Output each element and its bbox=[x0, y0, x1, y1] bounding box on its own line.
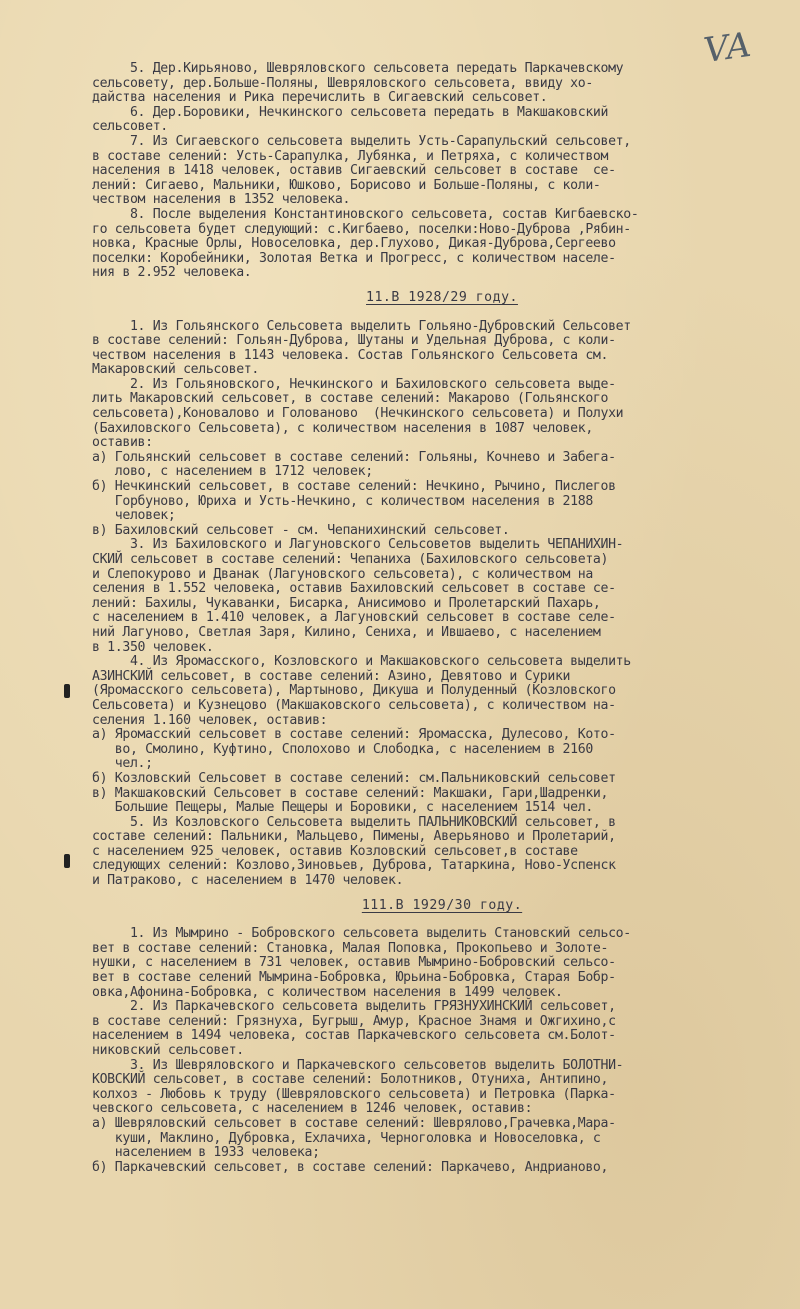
text-line: нушки, с населением в 731 человек, оставив Мымрино-Бобровский сельсо- bbox=[92, 955, 616, 971]
text-line: составе селений: Пальники, Мальцево, Пимены, Аверьяново и Пролетарий, bbox=[92, 829, 616, 845]
text-line: селения 1.160 человек, оставив: bbox=[92, 712, 328, 728]
text-line: ния в 2.952 человека. bbox=[92, 265, 252, 281]
text-line: оставив: bbox=[92, 435, 153, 451]
text-line: 5. Дер.Кирьяново, Шевряловского сельсовета передать Паркачевскому bbox=[92, 61, 624, 76]
paragraph-block-1 bbox=[92, 62, 792, 281]
text-line: (Яромасского сельсовета), Мартыново, Дикуша и Полуденный (Козловского bbox=[92, 683, 616, 699]
text-line: лений: Сигаево, Мальники, Юшково, Борисово и Больше-Поляны, с коли- bbox=[92, 177, 601, 193]
text-line: овка,Афонина-Бобровка, с количеством населения в 1499 человек. bbox=[92, 984, 563, 1000]
text-line: а) Гольянский сельсовет в составе селений: Гольяны, Кочнево и Забега- bbox=[92, 449, 616, 465]
text-line: населения в 1418 человек, оставив Сигаевский сельсовет в составе се- bbox=[92, 163, 616, 179]
text-line: чел.; bbox=[92, 756, 153, 772]
section-heading-1928-29: 11.В 1928/29 году. bbox=[366, 289, 518, 305]
text-line: 7. Из Сигаевского сельсовета выделить Усть-Сарапульский сельсовет, bbox=[92, 133, 631, 149]
text-line: вет в составе селений: Становка, Малая Поповка, Прокопьево и Золоте- bbox=[92, 940, 609, 956]
text-line: СКИЙ сельсовет в составе селений: Чепаниха (Бахиловского сельсовета) bbox=[92, 552, 609, 567]
text-line: 2. Из Гольяновского, Нечкинского и Бахиловского сельсовета выде- bbox=[92, 376, 616, 392]
text-line: в) Бахиловский сельсовет - см. Чепанихинский сельсовет. bbox=[92, 522, 510, 538]
text-line: дайства населения и Рика перечислить в Сигаевский сельсовет. bbox=[92, 90, 548, 106]
text-line: в) Макшаковский Сельсовет в составе селений: Макшаки, Гари,Шадренки, bbox=[92, 785, 609, 801]
text-line: чеством населения в 1143 человека. Состав Гольянского Сельсовета см. bbox=[92, 347, 609, 363]
text-line: го сельсовета будет следующий: с.Кигбаево, поселки:Ново-Дуброва ,Рябин- bbox=[92, 221, 631, 237]
text-line: с населением в 1.410 человек, а Лагуновский сельсовет в составе селе- bbox=[92, 610, 616, 626]
text-line: в 1.350 человек. bbox=[92, 639, 214, 655]
paragraph-block-2 bbox=[92, 320, 792, 889]
paragraph-block-3 bbox=[92, 927, 792, 1175]
text-line: 3. Из Бахиловского и Лагуновского Сельсоветов выделить ЧЕПАНИХИН- bbox=[92, 537, 624, 553]
text-line: в составе селений: Гольян-Дуброва, Шутаны и Удельная Дуброва, с коли- bbox=[92, 333, 616, 349]
punch-hole-mark bbox=[64, 684, 70, 698]
text-line: сельсовету, дер.Больше-Поляны, Шевряловского сельсовета, ввиду хо- bbox=[92, 75, 593, 91]
text-line: 8. После выделения Константиновского сельсовета, состав Кигбаевско- bbox=[92, 206, 639, 222]
text-line: лово, с населением в 1712 человек; bbox=[92, 464, 373, 480]
text-line: 2. Из Паркачевского сельсовета выделить ГРЯЗНУХИНСКИЙ сельсовет, bbox=[92, 999, 616, 1015]
text-line: во, Смолино, Куфтино, Сполохово и Слободка, с населением в 2160 bbox=[92, 741, 593, 757]
text-line: в составе селений: Усть-Сарапулка, Лубянка, и Петряха, с количеством bbox=[92, 148, 609, 164]
text-line: в составе селений: Грязнуха, Бугрыш, Амур, Красное Знамя и Ожгихино,с bbox=[92, 1013, 616, 1029]
text-line: новка, Красные Орлы, Новоселовка, дер.Глухово, Дикая-Дуброва,Сергеево bbox=[92, 236, 616, 252]
text-line: сельсовета),Коновалово и Голованово (Нечкинского сельсовета) и Полухи bbox=[92, 406, 624, 422]
text-line: и Патраково, с населением в 1470 человек. bbox=[92, 873, 404, 889]
text-line: 3. Из Шевряловского и Паркачевского сельсоветов выделить БОЛОТНИ- bbox=[92, 1057, 624, 1073]
text-line: никовский сельсовет. bbox=[92, 1043, 244, 1058]
text-line: сельсовет. bbox=[92, 119, 168, 135]
text-line: а) Яромасский сельсовет в составе селений: Яромасска, Дулесово, Кото- bbox=[92, 727, 616, 743]
text-line: б) Паркачевский сельсовет, в составе селений: Паркачево, Андрианово, bbox=[92, 1159, 609, 1175]
text-line: Сельсовета) и Кузнецово (Макшаковского сельсовета), с количеством на- bbox=[92, 697, 616, 713]
text-line: ний Лагуново, Светлая Заря, Килино, Сениха, и Ившаево, с населением bbox=[92, 624, 601, 640]
text-line: чеством населения в 1352 человека. bbox=[92, 192, 351, 208]
text-line: 5. Из Козловского Сельсовета выделить ПАЛЬНИКОВСКИЙ сельсовет, в bbox=[92, 814, 616, 830]
text-line: Большие Пещеры, Малые Пещеры и Боровики, с населением 1514 чел. bbox=[92, 800, 593, 816]
text-line: чевского сельсовета, с населением в 1246 человек, оставив: bbox=[92, 1101, 533, 1117]
text-line: куши, Маклино, Дубровка, Ехлачиха, Черноголовка и Новоселовка, с bbox=[92, 1130, 601, 1146]
text-line: Макаровский сельсовет. bbox=[92, 362, 259, 378]
text-line: 6. Дер.Боровики, Нечкинского сельсовета передать в Макшаковский bbox=[92, 104, 609, 120]
text-line: населением в 1494 человека, состав Паркачевского сельсовета см.Болот- bbox=[92, 1028, 616, 1044]
text-line: 1. Из Гольянского Сельсовета выделить Гольяно-Дубровский Сельсовет bbox=[92, 318, 631, 334]
text-line: населением в 1933 человека; bbox=[92, 1145, 320, 1161]
text-line: и Слепокурово и Дванак (Лагуновского сельсовета), с количеством на bbox=[92, 566, 593, 582]
text-line: поселки: Коробейники, Золотая Ветка и Прогресс, с количеством населе- bbox=[92, 250, 616, 266]
text-line: с населением 925 человек, оставив Козловский сельсовет,в составе bbox=[92, 843, 578, 859]
text-line: селения в 1.552 человека, оставив Бахиловский сельсовет в составе се- bbox=[92, 581, 616, 597]
document-text bbox=[92, 62, 792, 1175]
text-line: б) Нечкинский сельсовет, в составе селений: Нечкино, Рычино, Пислегов bbox=[92, 479, 616, 495]
text-line: 4. Из Яромасского, Козловского и Макшаковского сельсовета выделить bbox=[92, 654, 631, 670]
text-line: КОВСКИЙ сельсовет, в составе селений: Болотников, Отуниха, Антипино, bbox=[92, 1072, 609, 1088]
corner-handwritten-mark: VA bbox=[701, 24, 754, 72]
section-heading-1929-30: 111.В 1929/30 году. bbox=[361, 897, 523, 913]
text-line: лений: Бахилы, Чукаванки, Бисарка, Анисимово и Пролетарский Пахарь, bbox=[92, 595, 601, 611]
text-line: (Бахиловского Сельсовета), с количеством населения в 1087 человек, bbox=[92, 420, 593, 436]
text-line: а) Шевряловский сельсовет в составе селений: Шеврялово,Грачевка,Мара- bbox=[92, 1115, 616, 1131]
text-line: Горбуново, Юриха и Усть-Нечкино, с количеством населения в 2188 bbox=[92, 493, 593, 509]
text-line: человек; bbox=[92, 508, 176, 524]
text-line: следующих селений: Козлово,Зиновьев, Дуброва, Татаркина, Ново-Успенск bbox=[92, 858, 616, 874]
punch-hole-mark bbox=[64, 854, 70, 868]
text-line: колхоз - Любовь к труду (Шевряловского сельсовета) и Петровка (Парка- bbox=[92, 1086, 616, 1102]
text-line: вет в составе селений Мымрина-Бобровка, Юрьина-Бобровка, Старая Бобр- bbox=[92, 970, 616, 986]
text-line: лить Макаровский сельсовет, в составе селений: Макарово (Гольянского bbox=[92, 391, 609, 407]
text-line: 1. Из Мымрино - Бобровского сельсовета выделить Становский сельсо- bbox=[92, 926, 631, 942]
text-line: АЗИНСКИЙ сельсовет, в составе селений: Азино, Девятово и Сурики bbox=[92, 668, 571, 684]
text-line: б) Козловский Сельсовет в составе селений: см.Пальниковский сельсовет bbox=[92, 770, 616, 786]
